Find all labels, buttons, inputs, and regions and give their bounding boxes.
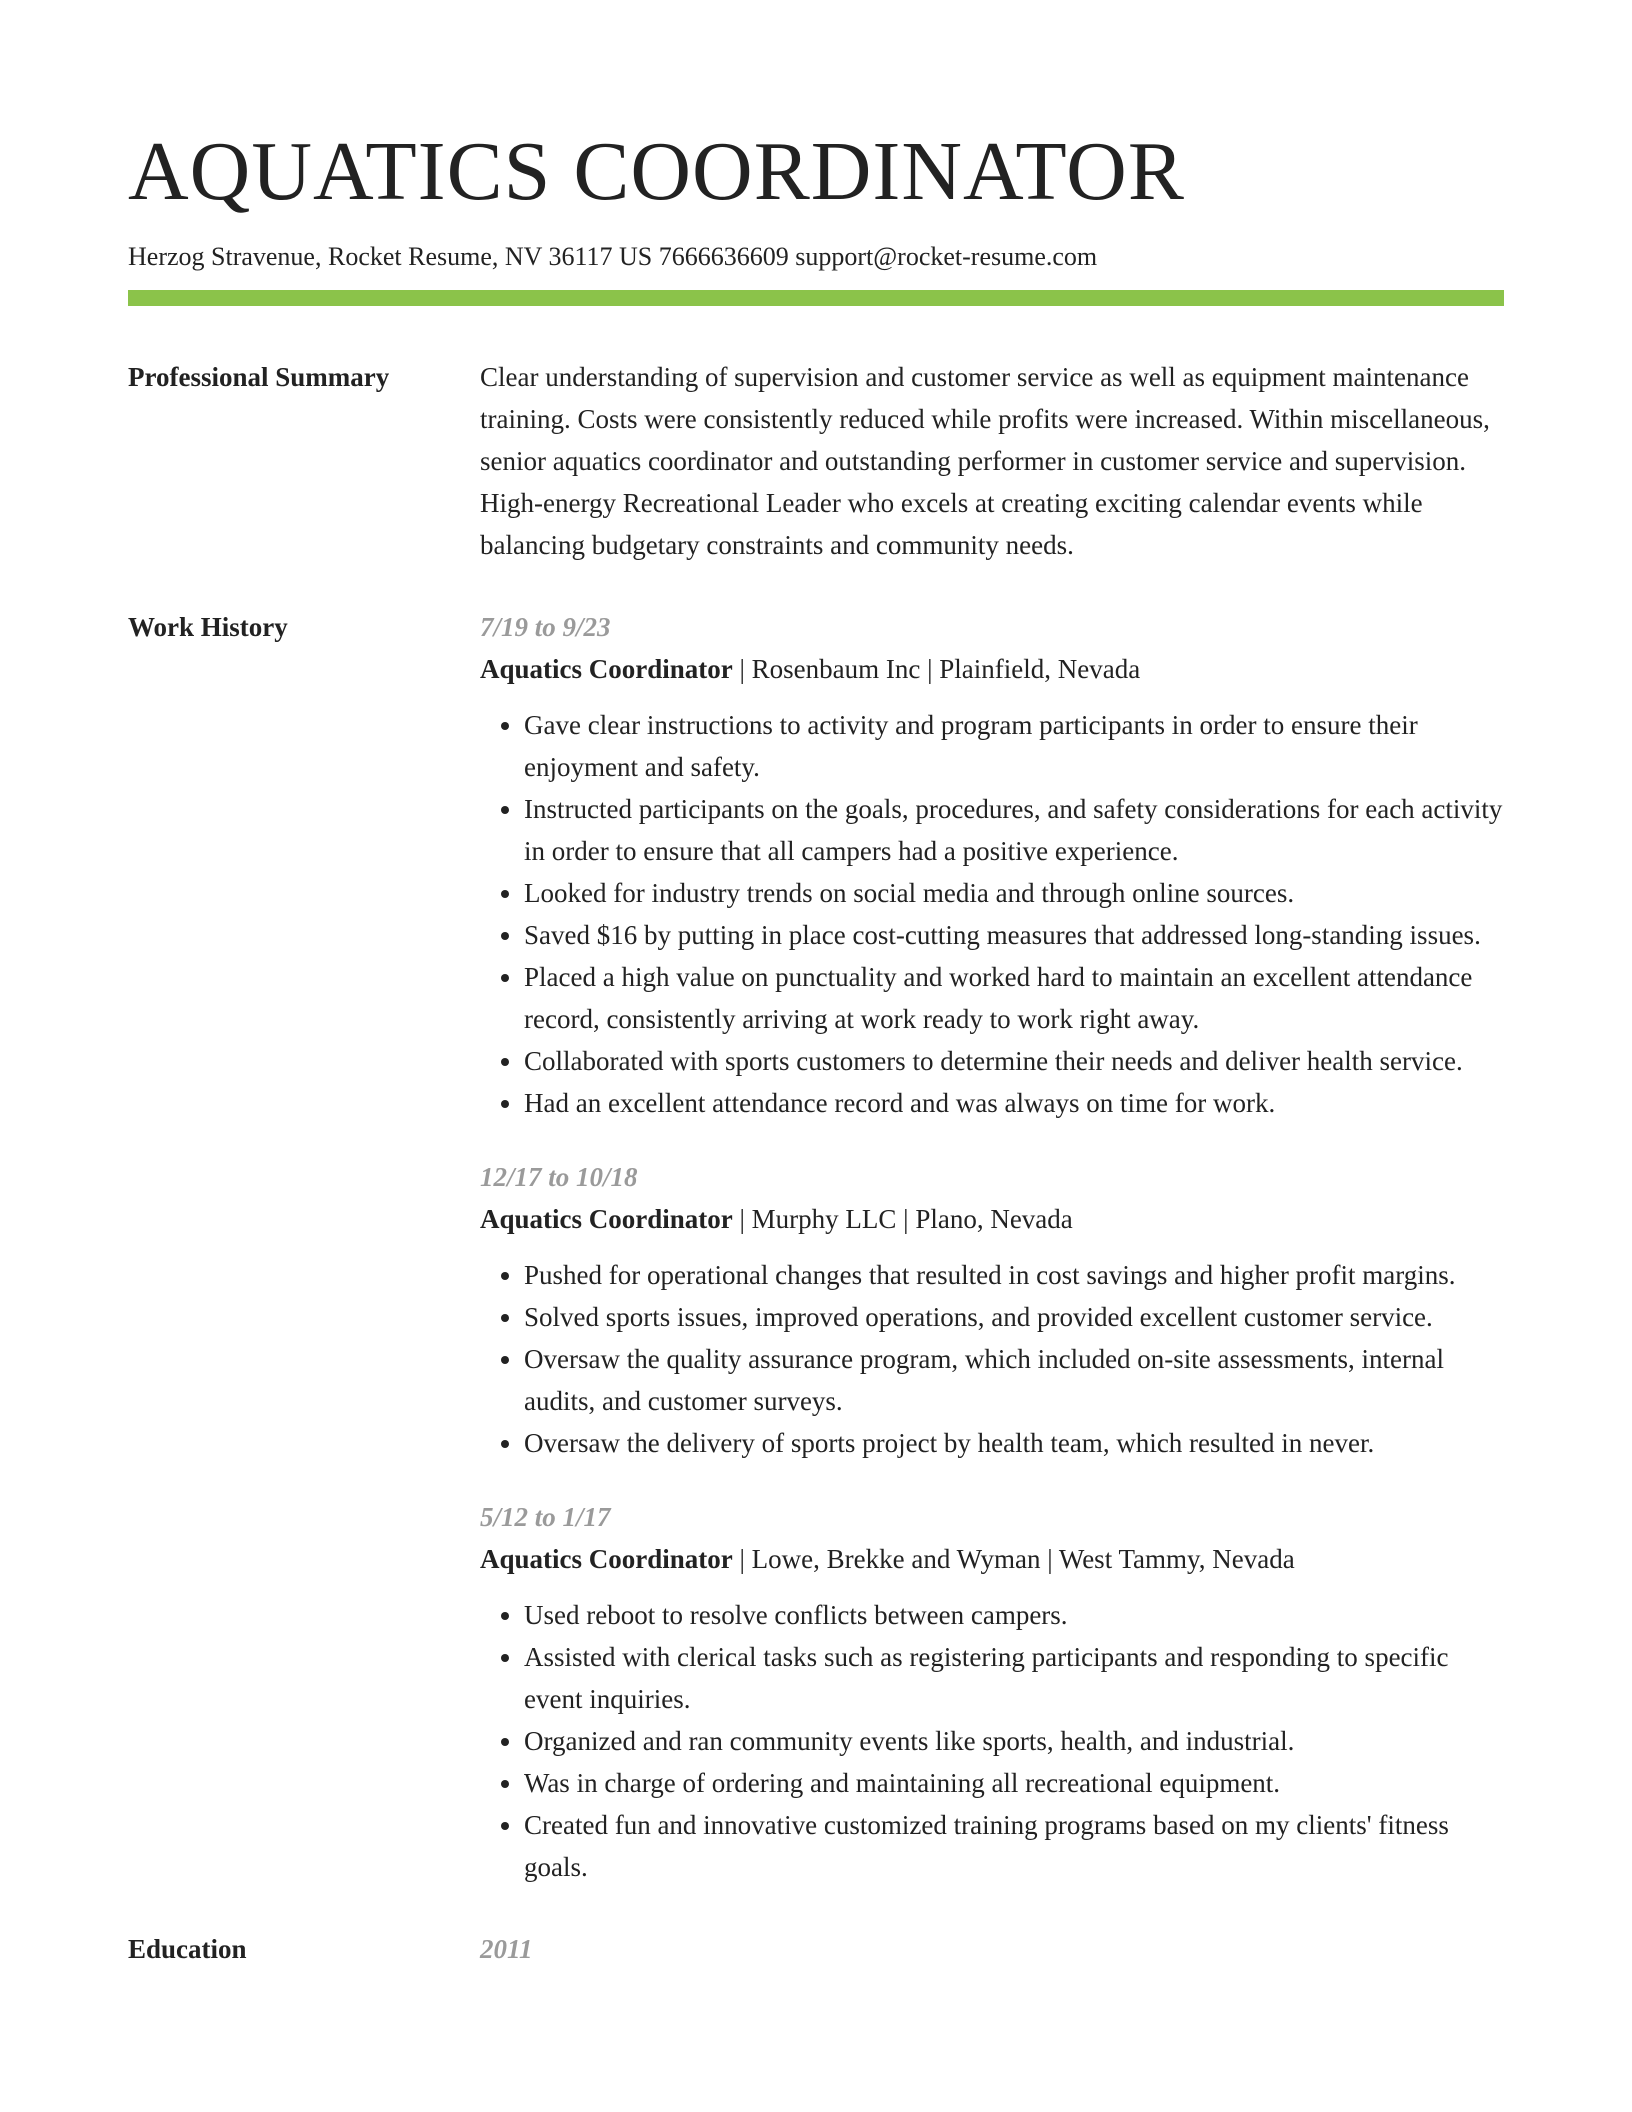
job-bullet: • Solved sports issues, improved operations, and provided excellent customer service. (524, 1296, 1504, 1338)
job-bullet: • Looked for industry trends on social media and through online sources. (524, 872, 1504, 914)
education-body (480, 1928, 1504, 1970)
job-bullet: • Instructed participants on the goals, procedures, and safety considerations for each activity in order to ensure that all campers had a positive experience. (524, 788, 1504, 872)
job-bullet: • Saved $16 by putting in place cost-cutting measures that addressed long-standing issues. (524, 914, 1504, 956)
job-details: | Rosenbaum Inc | Plainfield, Nevada (732, 653, 1141, 684)
job-entry (480, 1156, 1504, 1464)
job-title-line (480, 648, 1504, 690)
job-title: Aquatics Coordinator (480, 1203, 733, 1234)
job-bullet: • Placed a high value on punctuality and worked hard to maintain an excellent attendance record, consistently arriving at work ready to work right away. (524, 956, 1504, 1040)
job-bullets (480, 1254, 1504, 1464)
job-bullet: • Oversaw the delivery of sports project by health team, which resulted in never. (524, 1422, 1504, 1464)
summary-text: Clear understanding of supervision and customer service as well as equipment maintenance training. Costs were consistently reduced while profits were increased. Within miscellaneous, senior aquatics coordinator and outstanding performer in customer service and supervision. High-energy Recreational Leader who excels at creating exciting calendar events while balancing budgetary constraints and community needs. (480, 361, 1490, 560)
job-dates: 7/19 to 9/23 (480, 611, 611, 642)
education-year: 2011 (480, 1933, 533, 1964)
accent-divider (128, 290, 1504, 306)
job-title-line (480, 1198, 1504, 1240)
job-dates: 5/12 to 1/17 (480, 1501, 611, 1532)
job-dates: 12/17 to 10/18 (480, 1161, 638, 1192)
professional-summary-section (128, 356, 1504, 566)
job-details: | Lowe, Brekke and Wyman | West Tammy, Nevada (732, 1543, 1295, 1574)
section-label-education: Education (128, 1933, 247, 1964)
job-bullet: • Collaborated with sports customers to determine their needs and deliver health service. (524, 1040, 1504, 1082)
job-bullet: • Had an excellent attendance record and was always on time for work. (524, 1082, 1504, 1124)
job-title: Aquatics Coordinator (480, 1543, 733, 1574)
work-history-section (128, 606, 1504, 1888)
job-entry (480, 1496, 1504, 1888)
job-bullets (480, 704, 1504, 1124)
education-section (128, 1928, 1504, 1970)
job-bullet: • Oversaw the quality assurance program, which included on-site assessments, internal audits, and customer surveys. (524, 1338, 1504, 1422)
job-bullet: • Was in charge of ordering and maintaining all recreational equipment. (524, 1762, 1504, 1804)
job-bullets (480, 1594, 1504, 1888)
job-bullet: • Created fun and innovative customized training programs based on my clients' fitness goals. (524, 1804, 1504, 1888)
job-details: | Murphy LLC | Plano, Nevada (732, 1203, 1073, 1234)
job-title-line (480, 1538, 1504, 1580)
job-bullet: • Pushed for operational changes that resulted in cost savings and higher profit margins. (524, 1254, 1504, 1296)
job-bullet: • Assisted with clerical tasks such as registering participants and responding to specific event inquiries. (524, 1636, 1504, 1720)
contact-info: Herzog Stravenue, Rocket Resume, NV 36117 US 7666636609 support@rocket-resume.com (128, 242, 1098, 271)
job-entry (480, 606, 1504, 1124)
work-history-body (480, 606, 1504, 1888)
resume-name-heading: AQUATICS COORDINATOR (128, 125, 1185, 218)
job-title: Aquatics Coordinator (480, 653, 733, 684)
section-label-summary: Professional Summary (128, 361, 390, 392)
section-label-work-history: Work History (128, 611, 288, 642)
job-bullet: • Gave clear instructions to activity and program participants in order to ensure their enjoyment and safety. (524, 704, 1504, 788)
job-bullet: • Used reboot to resolve conflicts between campers. (524, 1594, 1504, 1636)
job-bullet: • Organized and ran community events like sports, health, and industrial. (524, 1720, 1504, 1762)
